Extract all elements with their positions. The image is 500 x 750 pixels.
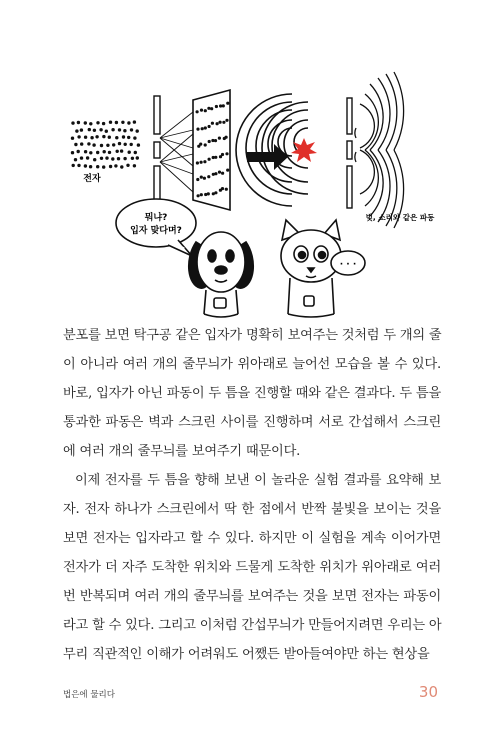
page-number: 30 [418,683,438,701]
electron-dot [120,165,123,168]
electron-dot [102,122,105,125]
fringe-dot [200,176,203,179]
electron-dot [87,142,90,145]
dog-speech-line-1: 뭐냐? [144,213,168,223]
running-footer-title: 법은에 물리다 [63,690,115,700]
electron-dot [130,128,133,131]
electron-dot [89,122,92,125]
electron-dot [89,151,92,154]
electron-dot [137,143,140,146]
electron-dot [71,121,74,124]
fringe-dot [222,121,225,124]
body-text-line: 이제 전자를 두 틈을 향해 보낸 이 놀라운 실험 결과를 요약해 보 [75,473,441,488]
body-text-line: 바로, 입자가 아닌 파동이 두 틈을 진행할 때와 같은 결과다. 두 틈을 [63,386,441,401]
body-text-line: 무리 직관적인 이해가 어려워도 어쨌든 받아들여야만 하는 현상을 [63,647,430,662]
electron-dot [90,136,93,139]
fringe-dot [226,102,229,105]
fringe-dot [200,193,203,196]
fringe-dot [226,169,229,172]
electron-particles [71,120,140,168]
fringe-dot [214,172,217,175]
fringe-dot [208,140,211,143]
body-text-line: 전자가 더 자주 도착한 위치와 드물게 도착한 위치가 위아래로 여러 [63,560,441,575]
electron-dot [102,165,105,168]
fringe-dot [204,109,207,112]
electron-dot [115,121,118,124]
fringe-dot [222,104,225,107]
fringe-dot [207,175,210,178]
body-text-line: 자. 전자 하나가 스크린에서 딱 한 점에서 반짝 불빛을 보이는 것을 [63,502,441,517]
electron-dot [96,151,99,154]
fringe-dot [203,177,206,180]
fringe-dot [196,128,199,131]
electron-dot [74,143,77,146]
body-text-line: 번 반복되며 여러 개의 줄무늬를 보여주는 것을 보면 전자는 파동이 [63,589,441,604]
electron-dot [128,151,131,154]
fringe-dot [196,161,199,164]
fringe-dot [214,156,217,159]
fringe-dot [219,121,222,124]
electron-dot [77,150,80,153]
electron-dot [121,121,124,124]
fringe-dot [210,107,213,110]
body-text-line: 분포를 보면 탁구공 같은 입자가 명확히 보여주는 것처럼 두 개의 줄 [63,328,442,343]
electron-dot [133,120,136,123]
slit-wall [154,96,160,214]
electron-dot [92,143,95,146]
electron-rays [160,112,193,192]
electron-dot [109,121,112,124]
electron-dot [100,144,103,147]
electron-dot [124,143,127,146]
electron-dot [118,142,121,145]
fringe-dot [204,126,207,129]
electron-dot [112,143,115,146]
fringe-dot [201,127,204,130]
electron-dot [103,150,106,153]
electron-dot [84,121,87,124]
electron-dot [114,164,117,167]
electron-dot [93,129,96,132]
electron-dot [134,151,137,154]
body-text-line: 보면 전자는 입자라고 할 수 있다. 하지만 이 실험을 계속 이어가면 [63,531,441,546]
electron-dot [105,130,108,133]
electron-dot [96,121,99,124]
electron-dot [109,165,112,168]
fringe-dot [208,158,211,161]
electron-dot [133,164,136,167]
electron-dot [136,129,139,132]
fringe-dot [225,136,228,139]
electron-dot [72,164,75,167]
electron-dot [77,164,80,167]
electron-dot [71,151,74,154]
electron-dot [84,150,87,153]
electron-dot [95,135,98,138]
electron-dot [116,150,119,153]
dog-speech-bubble [116,199,196,256]
fringe-dot [225,152,228,155]
electron-dot [89,165,92,168]
electron-dot [127,121,130,124]
fringe-dot [221,187,224,190]
fringe-dot [225,188,228,191]
cat-speech-text: · · · [339,260,357,270]
electron-dot [122,135,125,138]
electron-dot [77,135,80,138]
fringe-dot [207,192,210,195]
fringe-dot [221,172,224,175]
fringe-dot [218,137,221,140]
electron-dot [123,157,126,160]
electron-dot [131,157,134,160]
fringe-dot [207,107,210,110]
cat-speech-bubble [331,251,365,275]
electron-dot [96,165,99,168]
electron-dot [102,135,105,138]
electron-dot [80,142,83,145]
body-text-line: 에 여러 개의 줄무늬를 보여주기 때문이다. [63,444,301,459]
electron-dot [88,128,91,131]
electron-dot [108,151,111,154]
electron-dot [105,156,108,159]
electron-dot [115,136,118,139]
fringe-dot [204,143,207,146]
electron-dot [136,156,139,159]
electron-label: 전자 [83,174,101,184]
dog-speech-line-2: 입자 맞다며? [130,226,182,236]
fringe-dot [199,143,202,146]
body-text-line: 통과한 파동은 벽과 스크린 사이를 진행하며 서로 간섭해서 스크린 [63,415,441,430]
fringe-dot [225,119,228,122]
body-text-line: 라고 할 수 있다. 그리고 이처럼 간섭무늬가 만들어지려면 우리는 아 [63,618,442,633]
electron-dot [127,136,130,139]
electron-dot [120,149,123,152]
fringe-dot [221,153,224,156]
electron-dot [71,137,74,140]
fringe-dot [215,105,218,108]
fringe-dot [196,110,199,113]
wave-source-icon [291,138,317,162]
electron-dot [86,156,89,159]
electron-dot [118,128,121,131]
detection-screen [193,90,230,210]
wave-caption: 빛, 소리와 같은 파동 [365,213,435,222]
fringe-dot [216,122,219,125]
fringe-dot [214,191,217,194]
electron-dot [74,158,77,161]
fringe-dot [203,160,206,163]
electron-dot [93,158,96,161]
body-text-line: 이 아니라 여러 개의 줄무늬가 위아래로 늘어선 모습을 볼 수 있다. [63,357,441,372]
electron-dot [80,156,83,159]
electron-dot [84,164,87,167]
fringe-dot [208,125,211,128]
fringe-dot [211,122,214,125]
electron-dot [100,157,103,160]
electron-dot [133,136,136,139]
electron-dot [75,129,78,132]
electron-dot [126,164,129,167]
electron-dot [123,129,126,132]
double-slit-illustration [60,70,450,320]
electron-dot [106,144,109,147]
fringe-dot [196,178,199,181]
electron-dot [111,157,114,160]
fringe-dot [200,161,203,164]
electron-dot [84,136,87,139]
electron-dot [99,128,102,131]
fringe-dot [197,194,200,197]
dog-character [189,232,253,317]
wave-interference-diagram [236,72,435,228]
electron-dot [80,128,83,131]
fringe-dot [214,139,217,142]
electron-dot [111,128,114,131]
electron-dot [108,136,111,139]
electron-dot [117,157,120,160]
fringe-dot [200,109,203,112]
electron-dot [130,143,133,146]
fringe-dot [218,171,221,174]
electron-dot [77,121,80,124]
